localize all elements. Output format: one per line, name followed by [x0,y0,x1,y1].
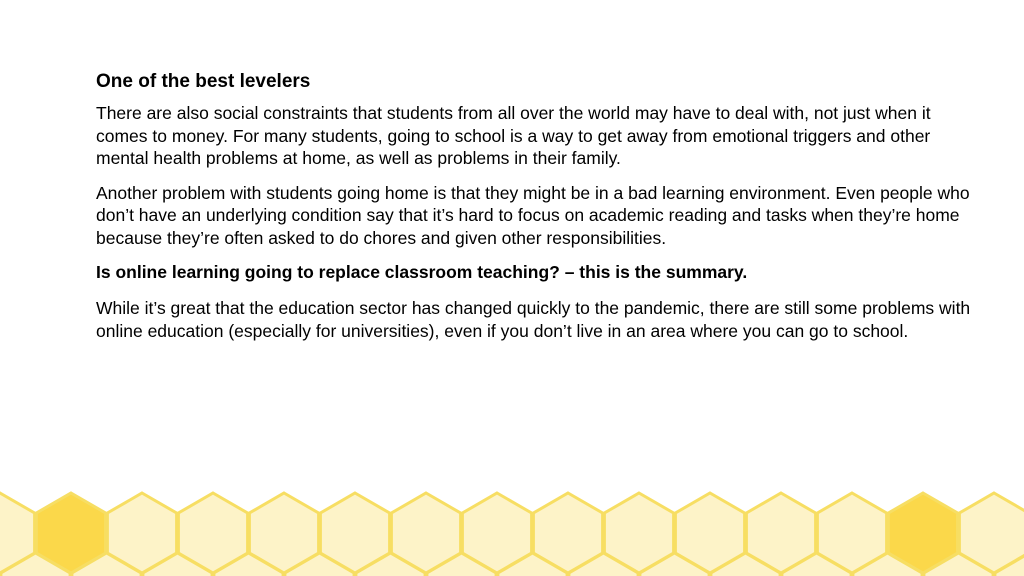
slide-content [96,70,986,354]
honeycomb-decoration [0,486,1024,576]
paragraph-learning-environment: Another problem with students going home is that they might be in a bad learning environment. Even people who don’t have an underlying condition say that it’s hard to focus on academic reading and tasks when they’re home because they’re often asked to do chores and given other responsibilities. [96,182,970,248]
paragraph-summary: While it’s great that the education sector has changed quickly to the pandemic, there are still some problems with online education (especially for universities), even if you don’t live in an area where you can go to school. [96,298,971,341]
paragraph-social-constraints: There are also social constraints that students from all over the world may have to deal with, not just when it comes to money. For many students, going to school is a way to get away from emotional triggers and other mental health problems at home, as well as problems in their family. [96,103,931,168]
summary-heading: Is online learning going to replace classroom teaching? – this is the summary. [96,262,748,282]
slide-heading: One of the best levelers [96,71,311,92]
